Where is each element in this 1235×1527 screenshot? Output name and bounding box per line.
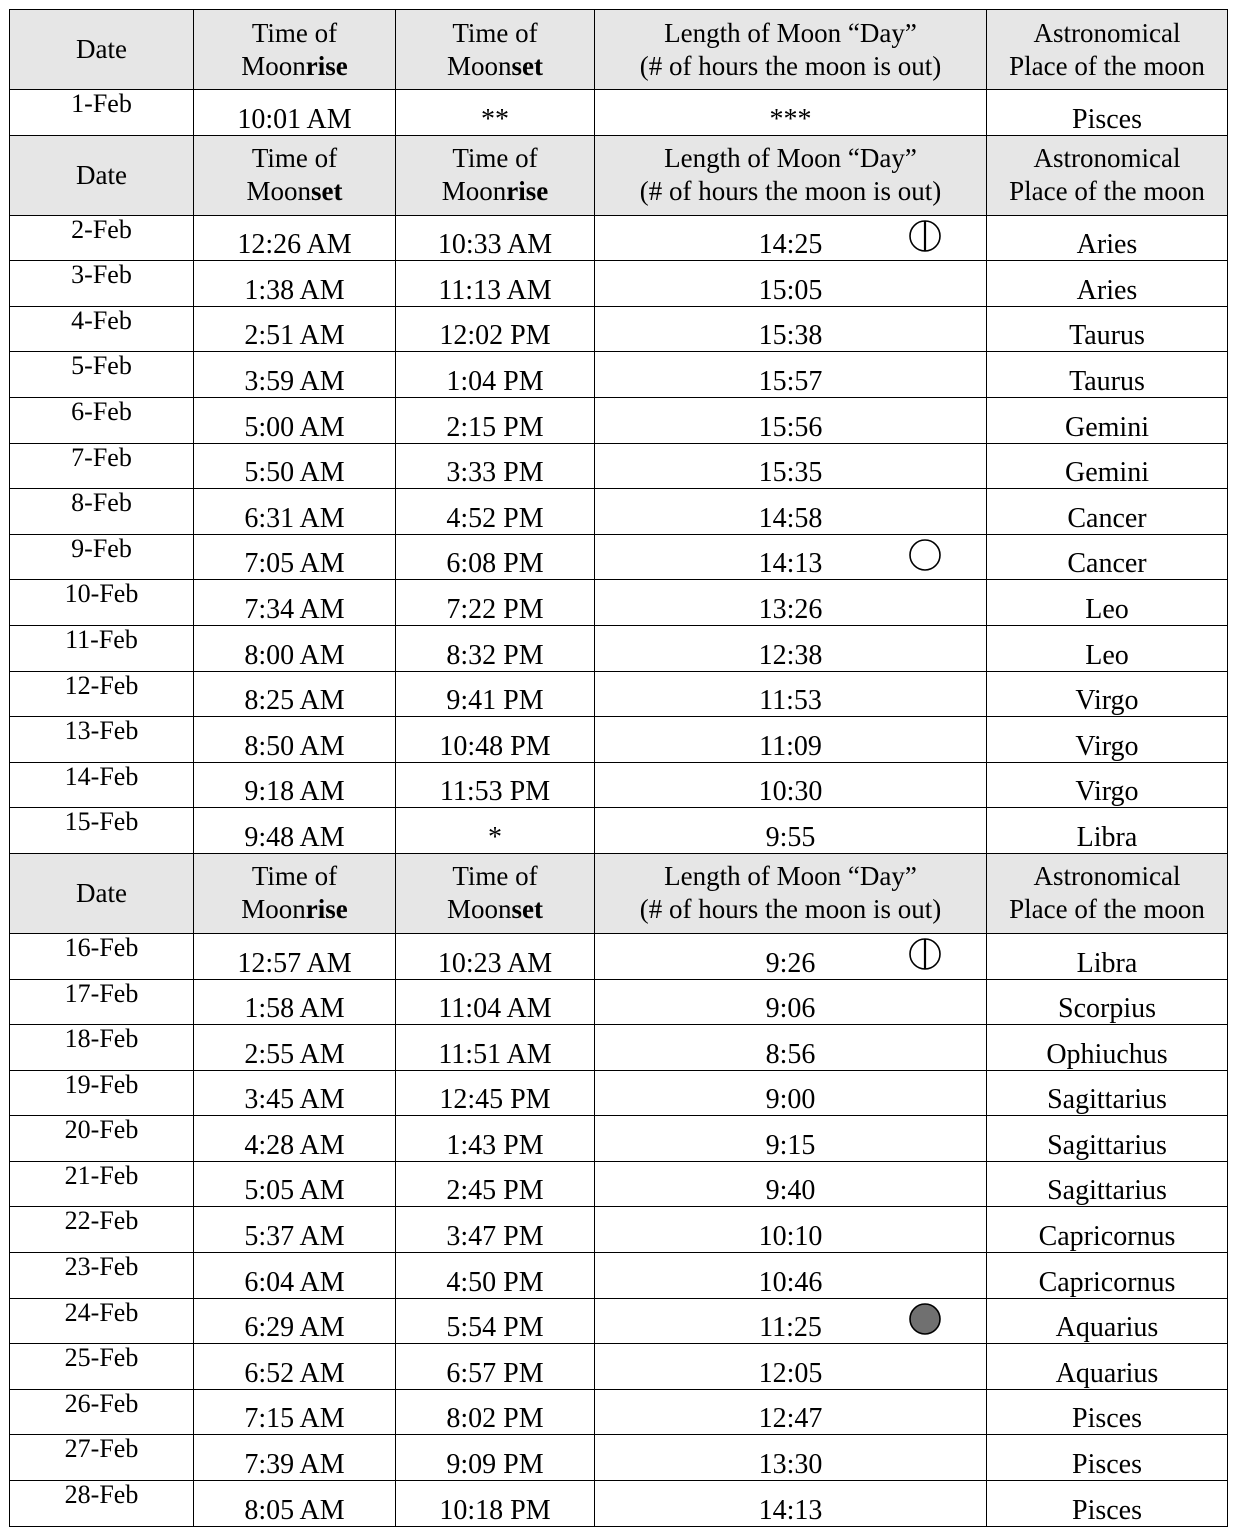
length-cell (595, 1070, 987, 1116)
length-cell (595, 671, 987, 717)
header-date (10, 853, 194, 933)
header-place (987, 135, 1228, 215)
date-cell: 28-Feb (10, 1481, 194, 1527)
time-cell-1: 12:57 AM (194, 933, 396, 979)
time-cell-2: * (396, 808, 595, 854)
header-col3 (396, 135, 595, 215)
time-cell-2: ** (396, 90, 595, 136)
header-length (595, 135, 987, 215)
table-row (10, 489, 1228, 535)
time-cell-1: 3:59 AM (194, 352, 396, 398)
length-value: 9:40 (765, 1175, 816, 1207)
header-col3-line1: Time of (452, 861, 538, 892)
length-value: 13:30 (758, 1449, 823, 1481)
date-cell: 21-Feb (10, 1161, 194, 1207)
time-cell-1: 7:05 AM (194, 534, 396, 580)
length-cell (595, 352, 987, 398)
new-moon-icon (908, 1302, 942, 1336)
header-col2-line2 (194, 175, 395, 208)
time-cell-1: 8:05 AM (194, 1481, 396, 1527)
time-cell-2: 2:15 PM (396, 397, 595, 443)
place-cell: Aries (987, 215, 1228, 261)
table-row (10, 808, 1228, 854)
time-cell-2: 5:54 PM (396, 1298, 595, 1344)
length-value: 9:06 (765, 993, 816, 1025)
length-value: 9:26 (765, 947, 816, 979)
length-cell (595, 261, 987, 307)
header-place-line1: Astronomical (1033, 861, 1181, 892)
header-length-line2: (# of hours the moon is out) (639, 50, 942, 81)
date-cell: 22-Feb (10, 1207, 194, 1253)
time-cell-1: 5:50 AM (194, 443, 396, 489)
place-cell: Leo (987, 580, 1228, 626)
length-cell (595, 1481, 987, 1527)
length-cell (595, 1207, 987, 1253)
header-col3-line2 (396, 893, 594, 926)
length-cell (595, 1253, 987, 1299)
time-cell-2: 4:52 PM (396, 489, 595, 535)
time-cell-2: 10:23 AM (396, 933, 595, 979)
table-row (10, 762, 1228, 808)
header-col3 (396, 10, 595, 90)
date-cell: 23-Feb (10, 1253, 194, 1299)
header-col2-line1: Time of (251, 17, 338, 48)
table-row (10, 671, 1228, 717)
length-cell (595, 717, 987, 763)
table-row (10, 1161, 1228, 1207)
date-cell: 20-Feb (10, 1116, 194, 1162)
length-value: 8:56 (765, 1038, 816, 1070)
header-col2-bold: rise (305, 894, 348, 925)
place-cell: Virgo (987, 671, 1228, 717)
time-cell-2: 10:33 AM (396, 215, 595, 261)
place-cell: Capricornus (987, 1207, 1228, 1253)
length-cell (595, 1298, 987, 1344)
length-value: 15:56 (758, 411, 823, 443)
table-row (10, 306, 1228, 352)
place-cell: Gemini (987, 397, 1228, 443)
header-col2-prefix: Moon (241, 894, 306, 925)
time-cell-1: 3:45 AM (194, 1070, 396, 1116)
header-col2 (194, 853, 396, 933)
length-value: 15:38 (758, 320, 823, 352)
length-value: 9:15 (765, 1129, 816, 1161)
place-cell: Sagittarius (987, 1116, 1228, 1162)
header-place-line2: Place of the moon (1009, 176, 1205, 207)
date-cell: 18-Feb (10, 1025, 194, 1071)
time-cell-1: 1:38 AM (194, 261, 396, 307)
header-col3-prefix: Moon (441, 176, 507, 207)
length-value: 14:58 (758, 502, 823, 534)
time-cell-2: 2:45 PM (396, 1161, 595, 1207)
time-cell-1: 7:15 AM (194, 1389, 396, 1435)
header-length-line1: Length of Moon “Day” (664, 861, 917, 892)
date-cell: 14-Feb (10, 762, 194, 808)
place-cell: Pisces (987, 1435, 1228, 1481)
table-row (10, 90, 1228, 136)
place-cell: Pisces (987, 90, 1228, 136)
table-row (10, 397, 1228, 443)
header-col2 (194, 10, 396, 90)
header-length (595, 853, 987, 933)
full-moon-icon (908, 538, 942, 572)
date-cell: 9-Feb (10, 534, 194, 580)
table-row (10, 215, 1228, 261)
time-cell-1: 9:48 AM (194, 808, 396, 854)
header-row (10, 10, 1228, 90)
time-cell-1: 2:51 AM (194, 306, 396, 352)
length-cell (595, 443, 987, 489)
date-cell: 19-Feb (10, 1070, 194, 1116)
date-cell: 16-Feb (10, 933, 194, 979)
place-cell: Pisces (987, 1481, 1228, 1527)
moon-table-body (10, 10, 1228, 1527)
place-cell: Sagittarius (987, 1161, 1228, 1207)
place-cell: Aquarius (987, 1344, 1228, 1390)
place-cell: Scorpius (987, 979, 1228, 1025)
length-value: 10:10 (758, 1221, 823, 1253)
header-place-line1: Astronomical (1033, 143, 1181, 174)
time-cell-2: 11:13 AM (396, 261, 595, 307)
place-cell: Ophiuchus (987, 1025, 1228, 1071)
table-row (10, 1344, 1228, 1390)
time-cell-2: 3:47 PM (396, 1207, 595, 1253)
length-value: 12:05 (758, 1357, 823, 1389)
date-cell: 24-Feb (10, 1298, 194, 1344)
date-cell: 12-Feb (10, 671, 194, 717)
length-value: 9:55 (765, 821, 816, 853)
header-col2-line2 (194, 893, 395, 926)
date-cell: 6-Feb (10, 397, 194, 443)
header-length-line1: Length of Moon “Day” (664, 143, 917, 174)
date-cell: 1-Feb (10, 90, 194, 136)
length-cell (595, 1435, 987, 1481)
header-length (595, 10, 987, 90)
header-col3-bold: set (511, 894, 543, 925)
time-cell-2: 10:18 PM (396, 1481, 595, 1527)
time-cell-1: 5:00 AM (194, 397, 396, 443)
time-cell-2: 11:04 AM (396, 979, 595, 1025)
length-cell (595, 1116, 987, 1162)
length-value: *** (769, 103, 812, 135)
time-cell-2: 6:08 PM (396, 534, 595, 580)
time-cell-1: 1:58 AM (194, 979, 396, 1025)
table-row (10, 261, 1228, 307)
length-cell (595, 1389, 987, 1435)
length-cell (595, 933, 987, 979)
length-cell (595, 1344, 987, 1390)
header-col3-bold: set (511, 50, 543, 81)
date-cell: 11-Feb (10, 625, 194, 671)
place-cell: Aquarius (987, 1298, 1228, 1344)
length-value: 11:09 (759, 730, 822, 762)
header-length-line2: (# of hours the moon is out) (639, 176, 942, 207)
date-cell: 3-Feb (10, 261, 194, 307)
length-value: 13:26 (758, 593, 823, 625)
place-cell: Taurus (987, 352, 1228, 398)
header-date (10, 135, 194, 215)
table-row (10, 1481, 1228, 1527)
time-cell-2: 1:43 PM (396, 1116, 595, 1162)
time-cell-2: 8:32 PM (396, 625, 595, 671)
time-cell-1: 7:34 AM (194, 580, 396, 626)
header-col3-bold: rise (506, 176, 549, 207)
first-quarter-moon-icon (908, 219, 942, 253)
place-cell: Virgo (987, 762, 1228, 808)
place-cell: Libra (987, 933, 1228, 979)
header-col3-line2 (396, 50, 594, 83)
time-cell-1: 9:18 AM (194, 762, 396, 808)
length-value: 15:57 (758, 365, 823, 397)
time-cell-1: 6:04 AM (194, 1253, 396, 1299)
time-cell-1: 6:52 AM (194, 1344, 396, 1390)
time-cell-1: 6:29 AM (194, 1298, 396, 1344)
place-cell: Leo (987, 625, 1228, 671)
header-place-line1: Astronomical (1033, 17, 1181, 48)
date-cell: 17-Feb (10, 979, 194, 1025)
place-cell: Virgo (987, 717, 1228, 763)
length-value: 14:13 (758, 1494, 823, 1526)
time-cell-2: 11:51 AM (396, 1025, 595, 1071)
place-cell: Sagittarius (987, 1070, 1228, 1116)
header-col2-line1: Time of (251, 861, 338, 892)
moon-table (9, 9, 1228, 1527)
table-row (10, 1435, 1228, 1481)
length-value: 11:25 (759, 1312, 822, 1344)
header-col3-prefix: Moon (447, 50, 512, 81)
header-date-text: Date (76, 877, 127, 908)
length-cell (595, 762, 987, 808)
time-cell-2: 8:02 PM (396, 1389, 595, 1435)
time-cell-1: 6:31 AM (194, 489, 396, 535)
length-cell (595, 1161, 987, 1207)
length-value: 10:30 (758, 776, 823, 808)
header-col2-bold: rise (305, 50, 348, 81)
length-cell (595, 397, 987, 443)
table-row (10, 1207, 1228, 1253)
length-cell (595, 1025, 987, 1071)
time-cell-1: 5:05 AM (194, 1161, 396, 1207)
date-cell: 13-Feb (10, 717, 194, 763)
time-cell-2: 10:48 PM (396, 717, 595, 763)
time-cell-2: 3:33 PM (396, 443, 595, 489)
time-cell-2: 9:09 PM (396, 1435, 595, 1481)
table-row (10, 352, 1228, 398)
place-cell: Gemini (987, 443, 1228, 489)
length-value: 10:46 (758, 1266, 823, 1298)
length-cell (595, 625, 987, 671)
time-cell-1: 8:25 AM (194, 671, 396, 717)
header-place-line2: Place of the moon (1009, 50, 1205, 81)
last-quarter-moon-icon (908, 937, 942, 971)
length-value: 15:05 (758, 274, 823, 306)
length-cell (595, 534, 987, 580)
place-cell: Aries (987, 261, 1228, 307)
length-cell (595, 808, 987, 854)
table-row (10, 717, 1228, 763)
header-place (987, 10, 1228, 90)
time-cell-1: 8:00 AM (194, 625, 396, 671)
table-row (10, 534, 1228, 580)
time-cell-1: 4:28 AM (194, 1116, 396, 1162)
date-cell: 26-Feb (10, 1389, 194, 1435)
date-cell: 25-Feb (10, 1344, 194, 1390)
time-cell-1: 2:55 AM (194, 1025, 396, 1071)
table-row (10, 1389, 1228, 1435)
header-length-line2: (# of hours the moon is out) (639, 894, 942, 925)
length-cell (595, 215, 987, 261)
length-value: 14:25 (758, 229, 823, 261)
table-row (10, 1070, 1228, 1116)
header-col3-prefix: Moon (447, 894, 512, 925)
header-date-text: Date (76, 34, 127, 64)
time-cell-2: 6:57 PM (396, 1344, 595, 1390)
header-col2-prefix: Moon (246, 176, 312, 207)
length-value: 12:38 (758, 639, 823, 671)
place-cell: Pisces (987, 1389, 1228, 1435)
header-date-text: Date (76, 159, 127, 190)
header-col3-line1: Time of (452, 17, 538, 48)
header-col2-line1: Time of (251, 143, 338, 174)
place-cell: Cancer (987, 534, 1228, 580)
header-col2 (194, 135, 396, 215)
length-cell (595, 90, 987, 136)
length-value: 11:53 (759, 685, 822, 717)
length-value: 12:47 (758, 1403, 823, 1435)
length-value: 14:13 (758, 548, 823, 580)
time-cell-2: 9:41 PM (396, 671, 595, 717)
header-place (987, 853, 1228, 933)
header-col3-line1: Time of (452, 143, 538, 174)
header-length-line1: Length of Moon “Day” (664, 17, 917, 48)
date-cell: 27-Feb (10, 1435, 194, 1481)
table-row (10, 443, 1228, 489)
length-value: 15:35 (758, 457, 823, 489)
time-cell-2: 7:22 PM (396, 580, 595, 626)
place-cell: Cancer (987, 489, 1228, 535)
length-cell (595, 306, 987, 352)
header-col2-bold: set (311, 176, 343, 207)
length-cell (595, 489, 987, 535)
time-cell-1: 8:50 AM (194, 717, 396, 763)
table-row (10, 580, 1228, 626)
place-cell: Taurus (987, 306, 1228, 352)
time-cell-2: 1:04 PM (396, 352, 595, 398)
length-cell (595, 580, 987, 626)
header-col3 (396, 853, 595, 933)
date-cell: 2-Feb (10, 215, 194, 261)
length-value: 9:00 (765, 1084, 816, 1116)
time-cell-1: 12:26 AM (194, 215, 396, 261)
header-col2-prefix: Moon (241, 50, 306, 81)
header-date (10, 10, 194, 90)
time-cell-2: 4:50 PM (396, 1253, 595, 1299)
time-cell-1: 5:37 AM (194, 1207, 396, 1253)
table-row (10, 933, 1228, 979)
header-row (10, 853, 1228, 933)
table-row (10, 1116, 1228, 1162)
header-place-line2: Place of the moon (1009, 894, 1205, 925)
time-cell-2: 12:02 PM (396, 306, 595, 352)
date-cell: 15-Feb (10, 808, 194, 854)
date-cell: 8-Feb (10, 489, 194, 535)
time-cell-1: 7:39 AM (194, 1435, 396, 1481)
header-col3-line2 (396, 175, 594, 208)
table-row (10, 1253, 1228, 1299)
table-row (10, 979, 1228, 1025)
date-cell: 7-Feb (10, 443, 194, 489)
length-cell (595, 979, 987, 1025)
time-cell-2: 12:45 PM (396, 1070, 595, 1116)
date-cell: 4-Feb (10, 306, 194, 352)
header-row (10, 135, 1228, 215)
date-cell: 5-Feb (10, 352, 194, 398)
table-row (10, 625, 1228, 671)
table-row (10, 1025, 1228, 1071)
time-cell-1: 10:01 AM (194, 90, 396, 136)
date-cell: 10-Feb (10, 580, 194, 626)
place-cell: Libra (987, 808, 1228, 854)
place-cell: Capricornus (987, 1253, 1228, 1299)
table-row (10, 1298, 1228, 1344)
time-cell-2: 11:53 PM (396, 762, 595, 808)
header-col2-line2 (194, 50, 395, 83)
